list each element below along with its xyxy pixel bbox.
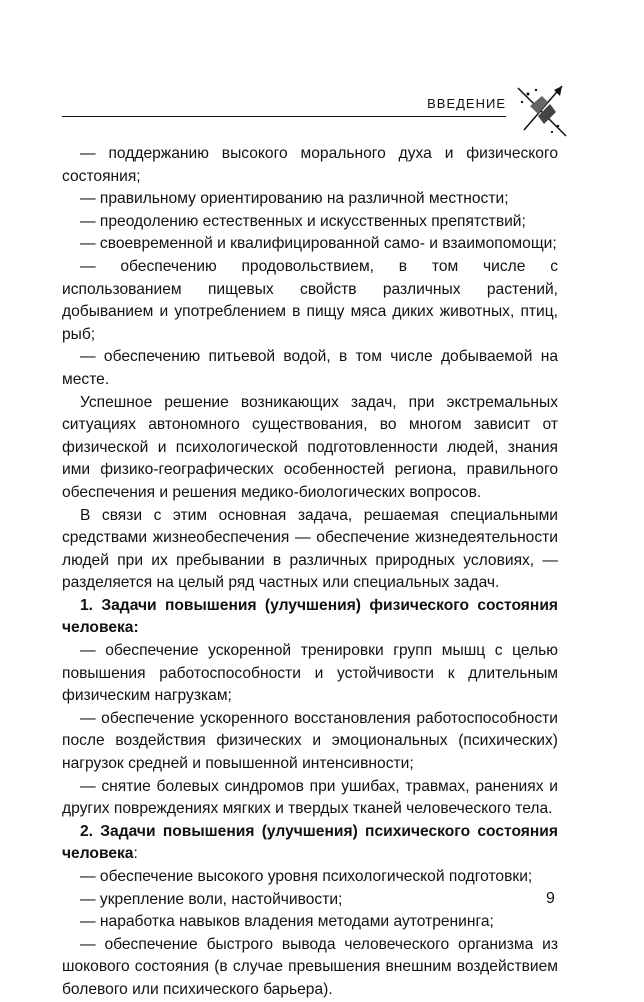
heading-text: 2. Задачи повышения (улучшения) психического состояния человека xyxy=(62,822,558,863)
list-item: — наработка навыков владения методами аутотренинга; xyxy=(80,913,494,931)
list-item: — преодолению естественных и искусственных препятствий; xyxy=(80,212,526,230)
list-item: — обеспечение ускоренной тренировки групп мышц с целью повышения работоспособности и устойчивости к длительным физическим нагрузкам; xyxy=(62,642,558,705)
section-heading-physical xyxy=(62,595,558,640)
main-text xyxy=(62,143,558,1002)
heading-suffix: : xyxy=(133,845,138,863)
body-paragraph: Успешное решение возникающих задач, при экстремальных ситуациях автономного существования, во многом зависит от физической и психологической подготовленности людей, знания ими физико-географических особенностей региона, правильного обеспечения и решения медико-биологических вопросов. xyxy=(62,393,558,501)
list-item: — обеспечение быстрого вывода человеческого организма из шокового состояния (в случае превышения внешним воздействием болевого или психического барьера). xyxy=(62,935,558,998)
heading-text: 1. Задачи повышения (улучшения) физического состояния человека: xyxy=(62,596,558,637)
body-paragraph: В связи с этим основная задача, решаемая специальными средствами жизнеобеспечения — обеспечение жизнедеятельности людей при их пребывании в различных природных условиях, — разделяется на целый ряд частных или специальных задач. xyxy=(62,506,558,592)
section-title: ВВЕДЕНИЕ xyxy=(427,96,506,111)
list-item: — поддержанию высокого морального духа и физического состояния; xyxy=(62,145,558,185)
list-item: — своевременной и квалифицированной само- и взаимопомощи; xyxy=(80,235,557,253)
list-item: — правильному ориентированию на различной местности; xyxy=(80,190,509,208)
list-item: — обеспечению питьевой водой, в том числе добываемой на месте. xyxy=(62,348,558,388)
list-item: — обеспечению продовольствием, в том числе с использованием пищевых свойств различных растений, добыванием и употреблением в пищу мяса диких животных, птиц, рыб; xyxy=(62,257,558,343)
compass-arrow-icon xyxy=(514,82,570,138)
list-item: — обеспечение высокого уровня психологической подготовки; xyxy=(80,868,533,885)
list-item: — снятие болевых синдромов при ушибах, травмах, ранениях и других повреждениях мягких и твердых тканей человеческого тела. xyxy=(62,777,558,818)
section-heading-psychological xyxy=(62,821,558,866)
running-header xyxy=(62,78,578,138)
list-item: — обеспечение ускоренного восстановления работоспособности после воздействия физических и эмоциональных (психических) нагрузок средней и повышенной интенсивности; xyxy=(62,709,558,773)
list-item: — укрепление воли, настойчивости; xyxy=(80,890,343,908)
page-number: 9 xyxy=(546,890,555,907)
header-rule xyxy=(62,116,506,117)
